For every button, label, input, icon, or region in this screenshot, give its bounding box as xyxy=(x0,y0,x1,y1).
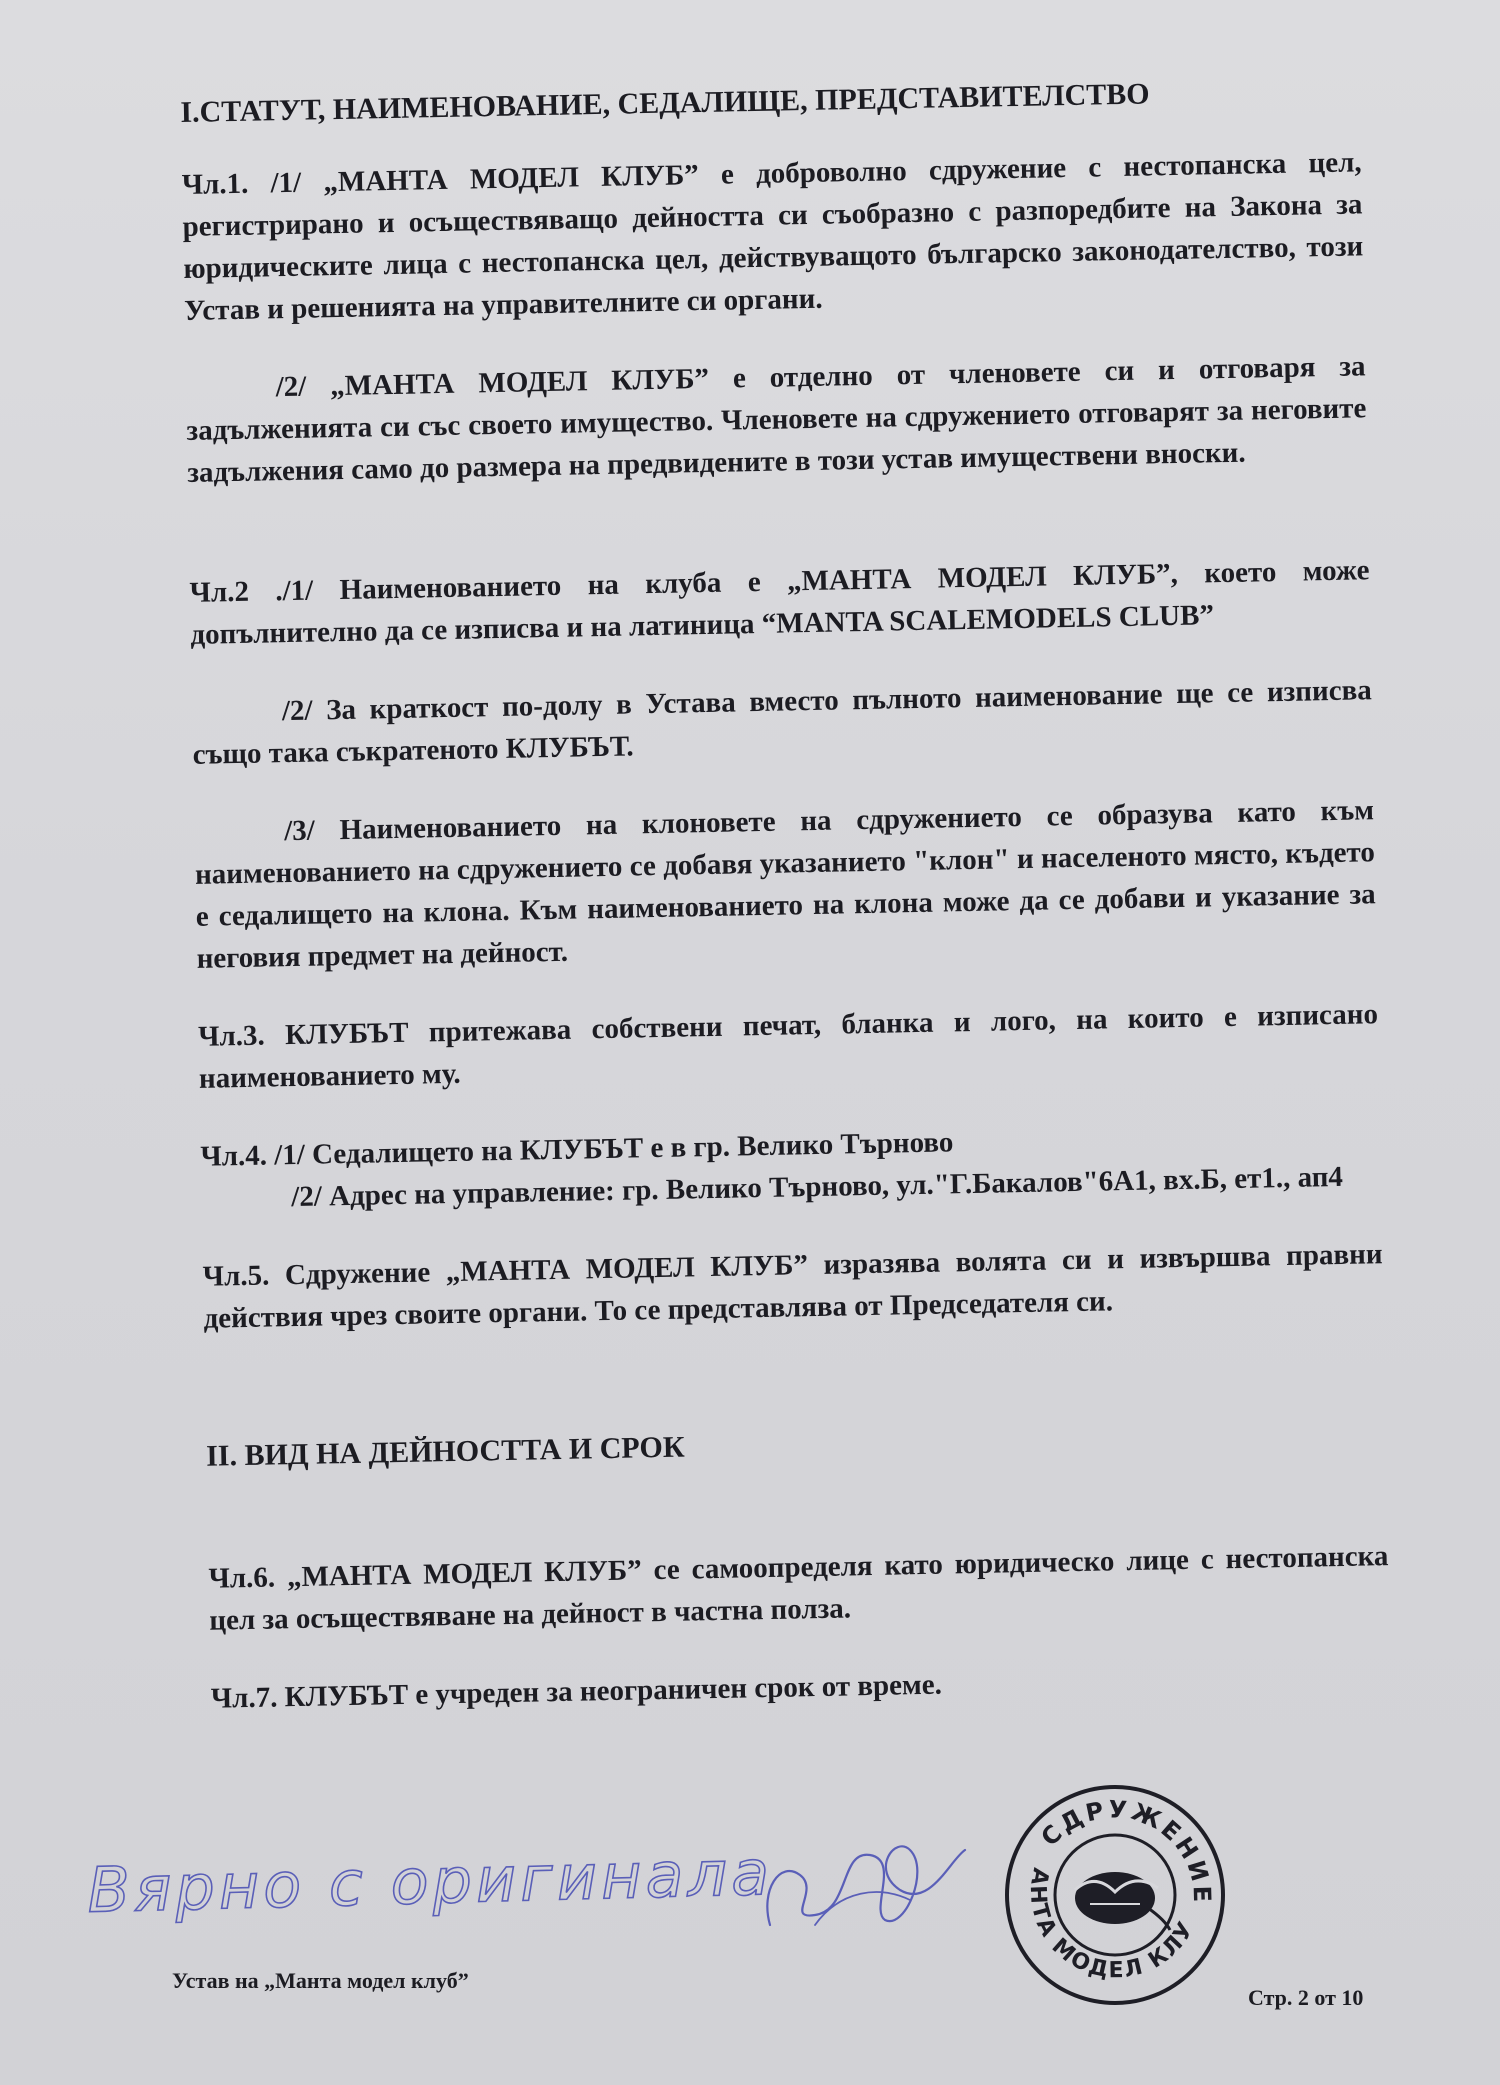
handwritten-note-text: Вярно с оригинала xyxy=(86,1835,774,1927)
document-body xyxy=(180,69,1392,1755)
section-2-heading: II. ВИД НА ДЕЙНОСТТА И СРОК xyxy=(205,1430,685,1473)
club-stamp xyxy=(1000,1780,1230,2010)
article-4-line-1: Чл.4. /1/ Седалището на КЛУБЪТ е в гр. Велико Търново xyxy=(200,1126,954,1173)
footer-title: Устав на „Манта модел клуб” xyxy=(172,1968,469,1993)
article-6: Чл.6. „МАНТА МОДЕЛ КЛУБ” се самоопределя като юридическо лице с нестопанска цел за осъществяване на дейност в частна полза. xyxy=(208,1540,1389,1637)
article-1-paragraph-2: /2/ „МАНТА МОДЕЛ КЛУБ” е отделно от членовете си и отговаря за задълженията си със своето имущество. Членовете на сдружението отговарят за неговите задължения само до размера на предвидените в този устав имуществени вноски. xyxy=(186,350,1367,489)
stamp-bottom-text: МАНТА МОДЕЛ КЛУБ xyxy=(1024,1865,1200,1984)
article-5: Чл.5. Сдружение „МАНТА МОДЕЛ КЛУБ” изразява волята си и извършва правни действия чрез своите органи. То се представлява от Председателя си. xyxy=(202,1238,1383,1335)
page-number: Стр. 2 от 10 xyxy=(1248,1985,1364,2010)
signature-icon xyxy=(767,1846,965,1925)
article-4 xyxy=(200,1113,1381,1220)
article-2-paragraph-2: /2/ За краткост по-долу в Устава вместо пълното наименование ще се изписва също така съкратеното КЛУБЪТ. xyxy=(192,674,1373,771)
handwritten-note xyxy=(80,1830,980,1940)
stamp-top-text: СДРУЖЕНИЕ xyxy=(1035,1795,1217,1906)
manta-ray-icon xyxy=(1075,1872,1170,1930)
article-3: Чл.3. КЛУБЪТ притежава собствени печат, бланка и лого, на които е изписано наименованието му. xyxy=(197,998,1379,1095)
section-1-heading: I.СТАТУТ, НАИМЕНОВАНИЕ, СЕДАЛИЩЕ, ПРЕДСТАВИТЕЛСТВО xyxy=(180,77,1150,129)
article-4-line-2: /2/ Адрес на управление: гр. Велико Търново, ул."Г.Бакалов"6А1, вх.Б, ет1., ап4 xyxy=(290,1160,1344,1214)
article-2-paragraph-1: Чл.2 ./1/ Наименованието на клуба е „МАНТА МОДЕЛ КЛУБ”, което може допълнително да се изписва и на латиница “MANTA SCALEMODELS CLUB” xyxy=(189,554,1370,651)
article-2-paragraph-3: /3/ Наименованието на клоновете на сдружението се образува като към наименованието на сдружението се добавя указанието "клон" и населеното място, където е седалището на клона. Към наименованието на клона може да се добави и указание за неговия предмет на дейност. xyxy=(194,794,1376,975)
article-1-paragraph-1: Чл.1. /1/ „МАНТА МОДЕЛ КЛУБ” е доброволно сдружение с нестопанска цел, регистрирано и осъществяващо дейността си съобразно с разпоредбите на Закона за юридическите лица с нестопанска цел, действуващото българско законодателство, този Устав и решенията на управителните си органи. xyxy=(181,146,1364,327)
article-7: Чл.7. КЛУБЪТ е учреден за неограничен срок от време. xyxy=(210,1668,943,1715)
